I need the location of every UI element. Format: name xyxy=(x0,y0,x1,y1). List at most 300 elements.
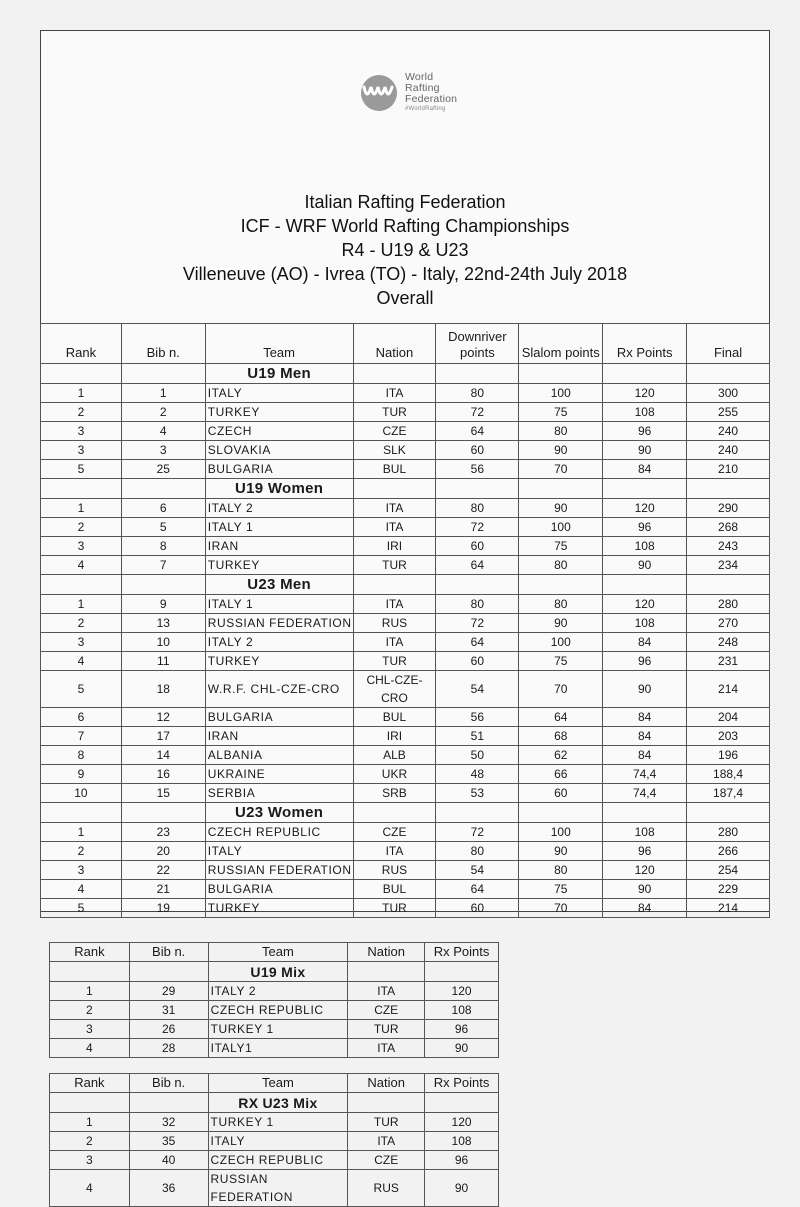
nation-cell: BUL xyxy=(353,708,436,727)
final-cell: 240 xyxy=(687,422,770,441)
category-name: U23 Women xyxy=(205,803,353,823)
empty-cell xyxy=(129,1093,208,1113)
downriver-cell: 72 xyxy=(436,614,519,633)
final-cell: 243 xyxy=(687,537,770,556)
rx-cell: 120 xyxy=(603,499,687,518)
rank-cell: 2 xyxy=(41,842,122,861)
bib-cell: 10 xyxy=(121,633,205,652)
downriver-cell: 56 xyxy=(436,460,519,479)
downriver-cell: 60 xyxy=(436,899,519,918)
bib-cell: 36 xyxy=(129,1170,208,1207)
slalom-cell: 90 xyxy=(519,441,603,460)
team-cell: TURKEY 1 xyxy=(208,1113,348,1132)
slalom-cell: 75 xyxy=(519,537,603,556)
empty-cell xyxy=(121,364,205,384)
empty-cell xyxy=(436,803,519,823)
rx-cell: 90 xyxy=(603,556,687,575)
table-row xyxy=(41,823,770,842)
rx-cell: 96 xyxy=(603,422,687,441)
wrf-logo-icon xyxy=(355,73,403,113)
downriver-cell: 54 xyxy=(436,671,519,708)
table-header-row xyxy=(50,1074,499,1093)
rx-cell: 84 xyxy=(603,899,687,918)
final-cell: 268 xyxy=(687,518,770,537)
overall-results-table xyxy=(40,323,770,918)
table-row xyxy=(41,537,770,556)
slalom-cell: 75 xyxy=(519,652,603,671)
downriver-cell: 64 xyxy=(436,633,519,652)
table-row xyxy=(41,595,770,614)
header-final: Final xyxy=(687,324,770,364)
team-cell: TURKEY xyxy=(205,403,353,422)
downriver-cell: 72 xyxy=(436,403,519,422)
final-cell: 214 xyxy=(687,671,770,708)
header-team: Team xyxy=(205,324,353,364)
empty-cell xyxy=(41,803,122,823)
bib-cell: 9 xyxy=(121,595,205,614)
empty-cell xyxy=(687,803,770,823)
bib-cell: 12 xyxy=(121,708,205,727)
rx-cell: 74,4 xyxy=(603,765,687,784)
nation-cell: CZE xyxy=(348,1151,425,1170)
bib-cell: 15 xyxy=(121,784,205,803)
rank-cell: 3 xyxy=(50,1020,130,1039)
category-row xyxy=(41,575,770,595)
team-cell: CZECH REPUBLIC xyxy=(205,823,353,842)
slalom-cell: 68 xyxy=(519,727,603,746)
nation-cell: ITA xyxy=(348,1132,425,1151)
rank-cell: 2 xyxy=(50,1132,130,1151)
rank-cell: 5 xyxy=(41,671,122,708)
category-name: U19 Mix xyxy=(208,962,348,982)
bib-cell: 17 xyxy=(121,727,205,746)
rx-cell: 96 xyxy=(603,652,687,671)
rank-cell: 2 xyxy=(41,403,122,422)
slalom-cell: 100 xyxy=(519,518,603,537)
downriver-cell: 80 xyxy=(436,384,519,403)
nation-cell: ITA xyxy=(353,595,436,614)
bib-cell: 2 xyxy=(121,403,205,422)
rx-cell: 108 xyxy=(603,537,687,556)
table-row xyxy=(50,1001,499,1020)
u23-mix-table xyxy=(49,1073,499,1207)
rx-cell: 108 xyxy=(603,823,687,842)
rank-cell: 1 xyxy=(50,1113,130,1132)
header-downriver: Downriver points xyxy=(436,324,519,364)
slalom-cell: 66 xyxy=(519,765,603,784)
team-cell: W.R.F. CHL-CZE-CRO xyxy=(205,671,353,708)
rx-cell: 84 xyxy=(603,727,687,746)
table-row xyxy=(41,441,770,460)
table-row xyxy=(41,765,770,784)
slalom-cell: 62 xyxy=(519,746,603,765)
rx-cell: 120 xyxy=(425,982,499,1001)
final-cell: 214 xyxy=(687,899,770,918)
team-cell: SLOVAKIA xyxy=(205,441,353,460)
empty-cell xyxy=(519,479,603,499)
team-cell: BULGARIA xyxy=(205,708,353,727)
table-row xyxy=(41,671,770,708)
empty-cell xyxy=(519,803,603,823)
final-cell: 254 xyxy=(687,861,770,880)
rx-cell: 90 xyxy=(425,1170,499,1207)
slalom-cell: 100 xyxy=(519,633,603,652)
header-rank: Rank xyxy=(41,324,122,364)
rank-cell: 3 xyxy=(41,441,122,460)
downriver-cell: 54 xyxy=(436,861,519,880)
rx-cell: 108 xyxy=(603,614,687,633)
rank-cell: 2 xyxy=(41,518,122,537)
table-row xyxy=(41,403,770,422)
rank-cell: 4 xyxy=(41,880,122,899)
bib-cell: 26 xyxy=(129,1020,208,1039)
bib-cell: 32 xyxy=(129,1113,208,1132)
rank-cell: 4 xyxy=(50,1039,130,1058)
downriver-cell: 53 xyxy=(436,784,519,803)
header-rx: Rx Points xyxy=(603,324,687,364)
nation-cell: BUL xyxy=(353,880,436,899)
bib-cell: 16 xyxy=(121,765,205,784)
team-cell: ITALY1 xyxy=(208,1039,348,1058)
header-slalom: Slalom points xyxy=(519,324,603,364)
rank-cell: 10 xyxy=(41,784,122,803)
downriver-cell: 72 xyxy=(436,823,519,842)
slalom-cell: 75 xyxy=(519,403,603,422)
nation-cell: CZE xyxy=(348,1001,425,1020)
empty-cell xyxy=(121,479,205,499)
rx-cell: 96 xyxy=(603,518,687,537)
bib-cell: 31 xyxy=(129,1001,208,1020)
final-cell: 187,4 xyxy=(687,784,770,803)
slalom-cell: 100 xyxy=(519,823,603,842)
rx-cell: 84 xyxy=(603,746,687,765)
team-cell: ALBANIA xyxy=(205,746,353,765)
rank-cell: 1 xyxy=(41,823,122,842)
wrf-logo xyxy=(355,70,485,115)
downriver-cell: 60 xyxy=(436,441,519,460)
bib-cell: 5 xyxy=(121,518,205,537)
empty-cell xyxy=(519,364,603,384)
table-header-row xyxy=(41,324,770,364)
downriver-cell: 80 xyxy=(436,842,519,861)
header-rank: Rank xyxy=(50,943,130,962)
category-name: U19 Men xyxy=(205,364,353,384)
team-cell: CZECH REPUBLIC xyxy=(208,1001,348,1020)
slalom-cell: 64 xyxy=(519,708,603,727)
nation-cell: BUL xyxy=(353,460,436,479)
team-cell: UKRAINE xyxy=(205,765,353,784)
rx-cell: 108 xyxy=(425,1132,499,1151)
table-row xyxy=(41,861,770,880)
slalom-cell: 70 xyxy=(519,671,603,708)
slalom-cell: 90 xyxy=(519,614,603,633)
logo-text: World Rafting Federation #WorldRafting xyxy=(405,71,458,112)
header-team: Team xyxy=(208,943,348,962)
rank-cell: 4 xyxy=(41,652,122,671)
downriver-cell: 72 xyxy=(436,518,519,537)
downriver-cell: 64 xyxy=(436,880,519,899)
nation-cell: CHL-CZE-CRO xyxy=(353,671,436,708)
nation-cell: ITA xyxy=(348,1039,425,1058)
table-row xyxy=(50,1132,499,1151)
header-rx: Rx Points xyxy=(425,943,499,962)
final-cell: 234 xyxy=(687,556,770,575)
empty-cell xyxy=(425,1093,499,1113)
category-row xyxy=(41,364,770,384)
rx-cell: 120 xyxy=(603,595,687,614)
slalom-cell: 80 xyxy=(519,861,603,880)
category-name: U19 Women xyxy=(205,479,353,499)
nation-cell: TUR xyxy=(353,652,436,671)
team-cell: ITALY xyxy=(208,1132,348,1151)
rank-cell: 3 xyxy=(41,861,122,880)
empty-cell xyxy=(425,962,499,982)
empty-cell xyxy=(348,962,425,982)
nation-cell: TUR xyxy=(353,556,436,575)
rank-cell: 1 xyxy=(41,595,122,614)
rx-cell: 84 xyxy=(603,708,687,727)
final-cell: 188,4 xyxy=(687,765,770,784)
team-cell: ITALY xyxy=(205,384,353,403)
rx-cell: 90 xyxy=(603,671,687,708)
slalom-cell: 75 xyxy=(519,880,603,899)
final-cell: 196 xyxy=(687,746,770,765)
bib-cell: 29 xyxy=(129,982,208,1001)
rank-cell: 4 xyxy=(41,556,122,575)
table-row xyxy=(41,899,770,918)
bib-cell: 25 xyxy=(121,460,205,479)
bib-cell: 20 xyxy=(121,842,205,861)
bib-cell: 19 xyxy=(121,899,205,918)
bib-cell: 4 xyxy=(121,422,205,441)
table-row xyxy=(41,460,770,479)
rank-cell: 4 xyxy=(50,1170,130,1207)
nation-cell: ITA xyxy=(353,518,436,537)
table-row xyxy=(50,1020,499,1039)
rx-cell: 120 xyxy=(425,1113,499,1132)
empty-cell xyxy=(348,1093,425,1113)
empty-cell xyxy=(603,479,687,499)
team-cell: TURKEY xyxy=(205,652,353,671)
nation-cell: CZE xyxy=(353,422,436,441)
rank-cell: 1 xyxy=(50,982,130,1001)
downriver-cell: 60 xyxy=(436,652,519,671)
rank-cell: 7 xyxy=(41,727,122,746)
table-row xyxy=(41,614,770,633)
final-cell: 204 xyxy=(687,708,770,727)
page-title: Italian Rafting Federation ICF - WRF World Rafting Championships R4 - U19 & U23 Villeneuve (AO) - Ivrea (TO) - Italy, 22nd-24th July 2018 Overall xyxy=(182,192,628,308)
team-cell: IRAN xyxy=(205,537,353,556)
nation-cell: ITA xyxy=(353,384,436,403)
empty-cell xyxy=(41,575,122,595)
slalom-cell: 90 xyxy=(519,842,603,861)
bib-cell: 13 xyxy=(121,614,205,633)
rx-cell: 96 xyxy=(425,1151,499,1170)
final-cell: 229 xyxy=(687,880,770,899)
nation-cell: IRI xyxy=(353,537,436,556)
empty-cell xyxy=(436,364,519,384)
header-bib: Bib n. xyxy=(129,943,208,962)
rx-cell: 96 xyxy=(603,842,687,861)
rank-cell: 6 xyxy=(41,708,122,727)
bib-cell: 40 xyxy=(129,1151,208,1170)
nation-cell: TUR xyxy=(353,899,436,918)
table-row xyxy=(41,652,770,671)
slalom-cell: 100 xyxy=(519,384,603,403)
downriver-cell: 51 xyxy=(436,727,519,746)
nation-cell: UKR xyxy=(353,765,436,784)
final-cell: 203 xyxy=(687,727,770,746)
category-row xyxy=(50,962,499,982)
rank-cell: 8 xyxy=(41,746,122,765)
table-row xyxy=(41,556,770,575)
category-row xyxy=(50,1093,499,1113)
table-row xyxy=(41,708,770,727)
team-cell: RUSSIAN FEDERATION xyxy=(205,614,353,633)
team-cell: TURKEY 1 xyxy=(208,1020,348,1039)
bib-cell: 28 xyxy=(129,1039,208,1058)
rx-cell: 108 xyxy=(425,1001,499,1020)
table-row xyxy=(41,727,770,746)
team-cell: SERBIA xyxy=(205,784,353,803)
team-cell: BULGARIA xyxy=(205,880,353,899)
team-cell: TURKEY xyxy=(205,556,353,575)
nation-cell: TUR xyxy=(348,1020,425,1039)
downriver-cell: 64 xyxy=(436,422,519,441)
table-row xyxy=(41,422,770,441)
downriver-cell: 64 xyxy=(436,556,519,575)
bib-cell: 7 xyxy=(121,556,205,575)
bib-cell: 6 xyxy=(121,499,205,518)
rank-cell: 3 xyxy=(41,537,122,556)
slalom-cell: 70 xyxy=(519,899,603,918)
u19-mix-table xyxy=(49,942,499,1058)
slalom-cell: 80 xyxy=(519,422,603,441)
team-cell: CZECH xyxy=(205,422,353,441)
downriver-cell: 60 xyxy=(436,537,519,556)
rx-cell: 108 xyxy=(603,403,687,422)
final-cell: 210 xyxy=(687,460,770,479)
final-cell: 255 xyxy=(687,403,770,422)
empty-cell xyxy=(50,962,130,982)
rx-cell: 120 xyxy=(603,861,687,880)
table-row xyxy=(41,784,770,803)
empty-cell xyxy=(121,803,205,823)
team-cell: ITALY 2 xyxy=(205,499,353,518)
empty-cell xyxy=(436,479,519,499)
nation-cell: TUR xyxy=(348,1113,425,1132)
team-cell: TURKEY xyxy=(205,899,353,918)
final-cell: 290 xyxy=(687,499,770,518)
team-cell: ITALY 2 xyxy=(205,633,353,652)
team-cell: BULGARIA xyxy=(205,460,353,479)
rank-cell: 3 xyxy=(41,633,122,652)
empty-cell xyxy=(41,364,122,384)
team-cell: CZECH REPUBLIC xyxy=(208,1151,348,1170)
empty-cell xyxy=(353,803,436,823)
empty-cell xyxy=(687,364,770,384)
nation-cell: RUS xyxy=(348,1170,425,1207)
category-name: RX U23 Mix xyxy=(208,1093,348,1113)
downriver-cell: 50 xyxy=(436,746,519,765)
bib-cell: 11 xyxy=(121,652,205,671)
category-row xyxy=(41,803,770,823)
nation-cell: CZE xyxy=(353,823,436,842)
table-row xyxy=(41,746,770,765)
empty-cell xyxy=(436,575,519,595)
empty-cell xyxy=(603,575,687,595)
table-row xyxy=(41,880,770,899)
nation-cell: ITA xyxy=(353,633,436,652)
slalom-cell: 80 xyxy=(519,595,603,614)
rank-cell: 2 xyxy=(50,1001,130,1020)
table-row xyxy=(50,1151,499,1170)
header-nation: Nation xyxy=(353,324,436,364)
table-row xyxy=(50,1170,499,1207)
team-cell: ITALY xyxy=(205,842,353,861)
header-team: Team xyxy=(208,1074,348,1093)
nation-cell: ITA xyxy=(348,982,425,1001)
team-cell: RUSSIAN FEDERATION xyxy=(208,1170,348,1207)
final-cell: 270 xyxy=(687,614,770,633)
empty-cell xyxy=(519,575,603,595)
bib-cell: 8 xyxy=(121,537,205,556)
slalom-cell: 70 xyxy=(519,460,603,479)
header-nation: Nation xyxy=(348,943,425,962)
nation-cell: SLK xyxy=(353,441,436,460)
table-row xyxy=(50,1113,499,1132)
bib-cell: 18 xyxy=(121,671,205,708)
rx-cell: 90 xyxy=(603,441,687,460)
rx-cell: 84 xyxy=(603,460,687,479)
downriver-cell: 80 xyxy=(436,499,519,518)
rx-cell: 120 xyxy=(603,384,687,403)
header-nation: Nation xyxy=(348,1074,425,1093)
table-row xyxy=(41,499,770,518)
empty-cell xyxy=(41,479,122,499)
table-row xyxy=(41,518,770,537)
bib-cell: 3 xyxy=(121,441,205,460)
team-cell: IRAN xyxy=(205,727,353,746)
empty-cell xyxy=(121,575,205,595)
rx-cell: 74,4 xyxy=(603,784,687,803)
team-cell: ITALY 2 xyxy=(208,982,348,1001)
empty-cell xyxy=(50,1093,130,1113)
nation-cell: TUR xyxy=(353,403,436,422)
nation-cell: RUS xyxy=(353,614,436,633)
nation-cell: ITA xyxy=(353,499,436,518)
empty-cell xyxy=(353,364,436,384)
team-cell: RUSSIAN FEDERATION xyxy=(205,861,353,880)
downriver-cell: 56 xyxy=(436,708,519,727)
final-cell: 231 xyxy=(687,652,770,671)
nation-cell: ITA xyxy=(353,842,436,861)
empty-cell xyxy=(129,962,208,982)
empty-cell xyxy=(603,803,687,823)
bib-cell: 21 xyxy=(121,880,205,899)
rank-cell: 5 xyxy=(41,899,122,918)
rank-cell: 9 xyxy=(41,765,122,784)
header-bib: Bib n. xyxy=(129,1074,208,1093)
header-rx: Rx Points xyxy=(425,1074,499,1093)
final-cell: 280 xyxy=(687,823,770,842)
nation-cell: ALB xyxy=(353,746,436,765)
empty-cell xyxy=(353,575,436,595)
nation-cell: RUS xyxy=(353,861,436,880)
bib-cell: 23 xyxy=(121,823,205,842)
empty-cell xyxy=(603,364,687,384)
final-cell: 266 xyxy=(687,842,770,861)
